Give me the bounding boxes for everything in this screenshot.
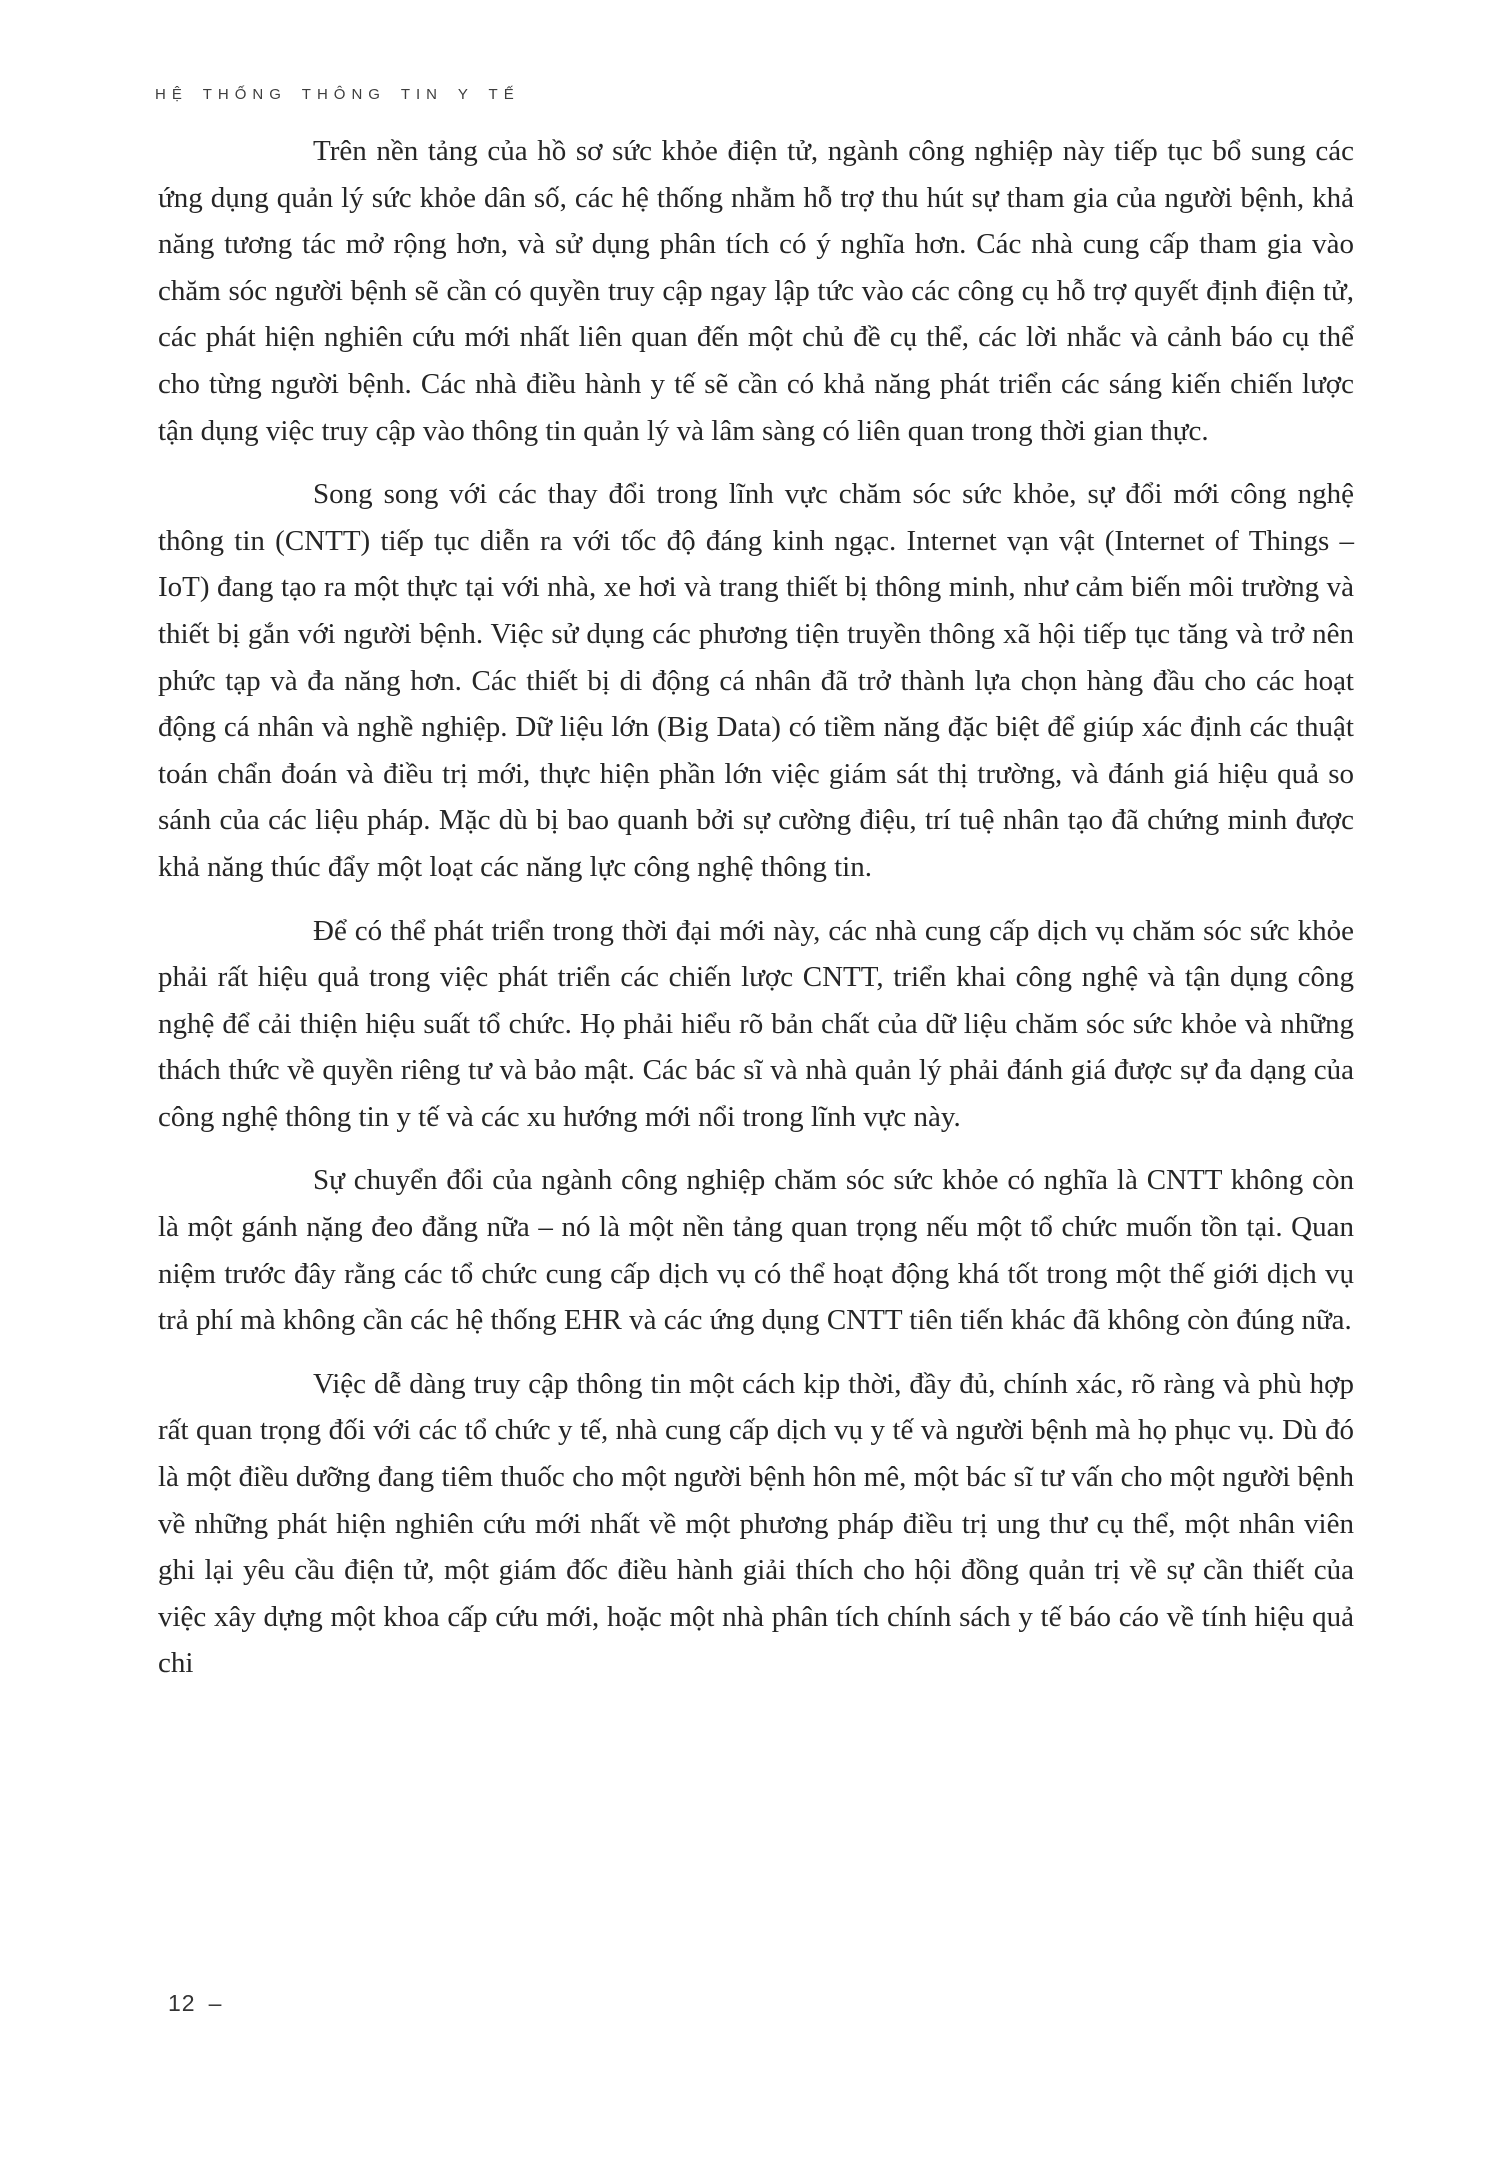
paragraph: Để có thể phát triển trong thời đại mới này, các nhà cung cấp dịch vụ chăm sóc sức khỏe phải rất hiệu quả trong việc phát triển các chiến lược CNTT, triển khai công nghệ và tận dụng công nghệ để cải thiện hiệu suất tổ chức. Họ phải hiểu rõ bản chất của dữ liệu chăm sóc sức khỏe và những thách thức về quyền riêng tư và bảo mật. Các bác sĩ và nhà quản lý phải đánh giá được sự đa dạng của công nghệ thông tin y tế và các xu hướng mới nổi trong lĩnh vực này. — [158, 914, 1354, 1133]
page-number: 12 — [168, 1990, 196, 2016]
paragraph: Trên nền tảng của hồ sơ sức khỏe điện tử, ngành công nghiệp này tiếp tục bổ sung các ứng dụng quản lý sức khỏe dân số, các hệ thống nhằm hỗ trợ thu hút sự tham gia của người bệnh, khả năng tương tác mở rộng hơn, và sử dụng phân tích có ý nghĩa hơn. Các nhà cung cấp tham gia vào chăm sóc người bệnh sẽ cần có quyền truy cập ngay lập tức vào các công cụ hỗ trợ quyết định điện tử, các phát hiện nghiên cứu mới nhất liên quan đến một chủ đề cụ thể, các lời nhắc và cảnh báo cụ thể cho từng người bệnh. Các nhà điều hành y tế sẽ cần có khả năng phát triển các sáng kiến chiến lược tận dụng việc truy cập vào thông tin quản lý và lâm sàng có liên quan trong thời gian thực. — [158, 135, 1354, 447]
paragraph: Song song với các thay đổi trong lĩnh vực chăm sóc sức khỏe, sự đổi mới công nghệ thông tin (CNTT) tiếp tục diễn ra với tốc độ đáng kinh ngạc. Internet vạn vật (Internet of Things – IoT) đang tạo ra một thực tại với nhà, xe hơi và trang thiết bị thông minh, như cảm biến môi trường và thiết bị gắn với người bệnh. Việc sử dụng các phương tiện truyền thông xã hội tiếp tục tăng và trở nên phức tạp và đa năng hơn. Các thiết bị di động cá nhân đã trở thành lựa chọn hàng đầu cho các hoạt động cá nhân và nghề nghiệp. Dữ liệu lớn (Big Data) có tiềm năng đặc biệt để giúp xác định các thuật toán chẩn đoán và điều trị mới, thực hiện phần lớn việc giám sát thị trường, và đánh giá hiệu quả so sánh của các liệu pháp. Mặc dù bị bao quanh bởi sự cường điệu, trí tuệ nhân tạo đã chứng minh được khả năng thúc đẩy một loạt các năng lực công nghệ thông tin. — [158, 478, 1354, 883]
paragraph: Việc dễ dàng truy cập thông tin một cách kịp thời, đầy đủ, chính xác, rõ ràng và phù hợp rất quan trọng đối với các tổ chức y tế, nhà cung cấp dịch vụ y tế và người bệnh mà họ phục vụ. Dù đó là một điều dưỡng đang tiêm thuốc cho một người bệnh hôn mê, một bác sĩ tư vấn cho một người bệnh về những phát hiện nghiên cứu mới nhất về một phương pháp điều trị ung thư cụ thể, một nhân viên ghi lại yêu cầu điện tử, một giám đốc điều hành giải thích cho hội đồng quản trị về sự cần thiết của việc xây dựng một khoa cấp cứu mới, hoặc một nhà phân tích chính sách y tế báo cáo về tính hiệu quả chi — [158, 1367, 1354, 1680]
page-number-dash: – — [208, 1990, 223, 2016]
body-text — [158, 128, 1354, 1704]
paragraph: Sự chuyển đổi của ngành công nghiệp chăm sóc sức khỏe có nghĩa là CNTT không còn là một gánh nặng đeo đẳng nữa – nó là một nền tảng quan trọng nếu một tổ chức muốn tồn tại. Quan niệm trước đây rằng các tổ chức cung cấp dịch vụ có thể hoạt động khá tốt trong một thế giới dịch vụ trả phí mà không cần các hệ thống EHR và các ứng dụng CNTT tiên tiến khác đã không còn đúng nữa. — [158, 1164, 1354, 1337]
running-head: HỆ THỐNG THÔNG TIN Y TẾ — [155, 86, 520, 103]
page-footer — [168, 1990, 222, 2017]
